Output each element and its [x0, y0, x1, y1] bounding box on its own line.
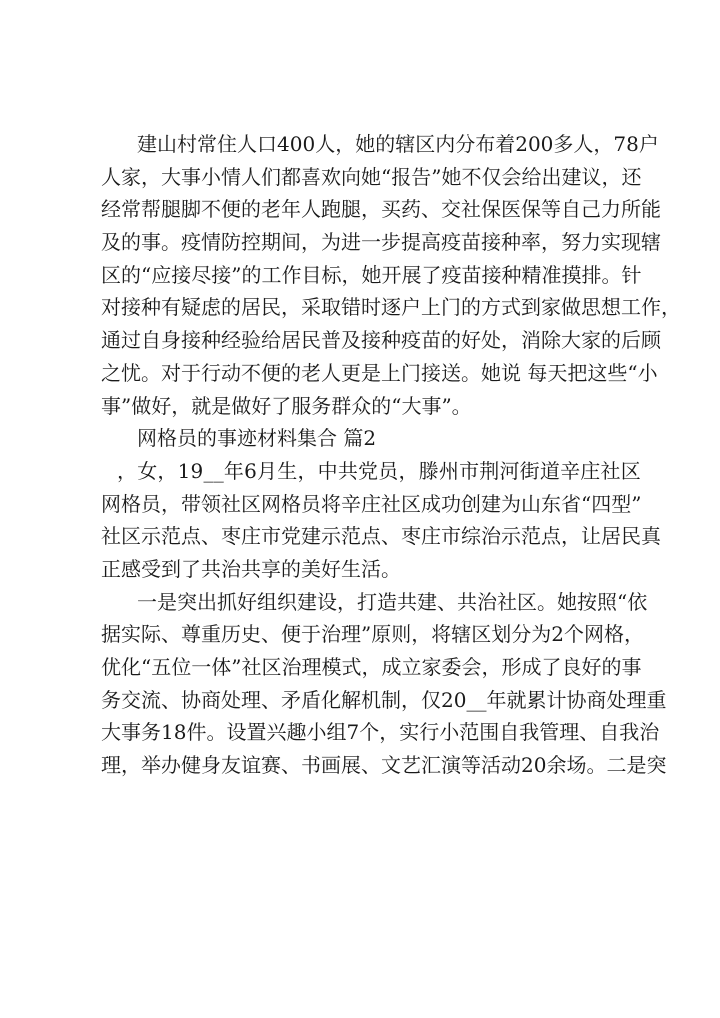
paragraph — [101, 128, 681, 422]
paragraph — [101, 586, 667, 782]
text-line — [101, 226, 661, 259]
section-heading — [101, 422, 641, 455]
line-text: 大 事 务 1 8 件 。 设 置 兴 趣 小 组 7 个 ， 实 行 小 范 围 自 我 管 理 、 自 我 治 — [101, 720, 660, 745]
text-line — [101, 716, 660, 749]
line-text: 正感受到了共治共享的美好生活。 — [101, 556, 401, 581]
line-text: 对 接 种 有 疑 虑 的 居 民 ， 采 取 错 时 逐 户 上 门 的 方 式 到 家 做 思 想 工 作 ， — [101, 295, 681, 320]
paragraph — [101, 455, 661, 586]
document-body — [101, 128, 681, 782]
text-line — [101, 128, 659, 161]
line-text: 务 交 流 、 协 商 处 理 、 矛 盾 化 解 机 制 ， 仅 2 0 _ _ 年 就 累 计 协 商 处 理 重 — [101, 687, 667, 712]
text-line — [101, 520, 661, 553]
line-text: 理，举办健身友谊赛、书画展、文艺汇演等活动20余场。二是突 — [101, 753, 667, 778]
line-text: 人 家 ， 大 事 小 情 人 们 都 喜 欢 向 她 “ 报 告 ” 她 不 仅 会 给 出 建 议 ， 还 — [101, 164, 642, 189]
text-line — [101, 749, 667, 782]
line-text: 事”做好，就是做好了服务群众的“大事”。 — [101, 393, 472, 418]
text-line — [101, 161, 641, 194]
line-text: 经 常 帮 腿 脚 不 便 的 老 年 人 跑 腿 ， 买 药 、 交 社 保 医 保 等 自 己 力 所 能 — [101, 197, 661, 222]
text-line — [101, 193, 661, 226]
text-line — [101, 324, 661, 357]
line-text: 通 过 自 身 接 种 经 验 给 居 民 普 及 接 种 疫 苗 的 好 处 ， 消 除 大 家 的 后 顾 — [101, 328, 661, 353]
text-line — [101, 553, 641, 586]
line-text: 建 山 村 常 住 人 口 4 0 0 人 ， 她 的 辖 区 内 分 布 着 2 0 0 多 人 ， 7 8 户 — [137, 132, 659, 156]
text-line — [101, 291, 681, 324]
text-line — [101, 357, 658, 390]
text-line — [101, 684, 667, 717]
line-text: 区 的 “ 应 接 尽 接 ” 的 工 作 目 标 ， 她 开 展 了 疫 苗 接 种 精 准 摸 排 。 针 — [101, 262, 642, 287]
text-line — [101, 488, 641, 521]
line-text: 及 的 事 。 疫 情 防 控 期 间 ， 为 进 一 步 提 高 疫 苗 接 种 率 ， 努 力 实 现 辖 — [101, 230, 661, 255]
line-text: 优 化 “ 五 位 一 体 ” 社 区 治 理 模 式 ， 成 立 家 委 会 ， 形 成 了 良 好 的 事 — [101, 655, 642, 679]
line-text: 之 忧 。 对 于 行 动 不 便 的 老 人 更 是 上 门 接 送 。 她 说 每 天 把 这 些 “ 小 — [101, 360, 658, 385]
line-text: 网格员的事迹材料集合 篇2 — [137, 426, 377, 451]
text-line — [101, 651, 641, 684]
text-line — [101, 390, 641, 423]
text-line — [101, 259, 641, 292]
line-text: ， 女 ， 1 9 _ _ 年 6 月 生 ， 中 共 党 员 ， 滕 州 市 荆 河 街 道 辛 庄 社 区 — [117, 458, 641, 483]
line-text: 一 是 突 出 抓 好 组 织 建 设 ， 打 造 共 建 、 共 治 社 区 。 她 按 照 “ 依 — [137, 589, 648, 614]
line-text: 网 格 员 ， 带 领 社 区 网 格 员 将 辛 庄 社 区 成 功 创 建 为 山 东 省 “ 四 型 ” — [101, 491, 642, 516]
line-text: 据 实 际 、 尊 重 历 史 、 便 于 治 理 ” 原 则 ， 将 辖 区 划 分 为 2 个 网 格 ， — [101, 622, 644, 647]
text-line — [101, 618, 644, 651]
text-line — [101, 586, 648, 619]
text-line — [101, 422, 641, 455]
text-line — [101, 455, 641, 488]
line-text: 社 区 示 范 点 、 枣 庄 市 党 建 示 范 点 、 枣 庄 市 综 治 示 范 点 ， 让 居 民 真 — [101, 524, 661, 549]
